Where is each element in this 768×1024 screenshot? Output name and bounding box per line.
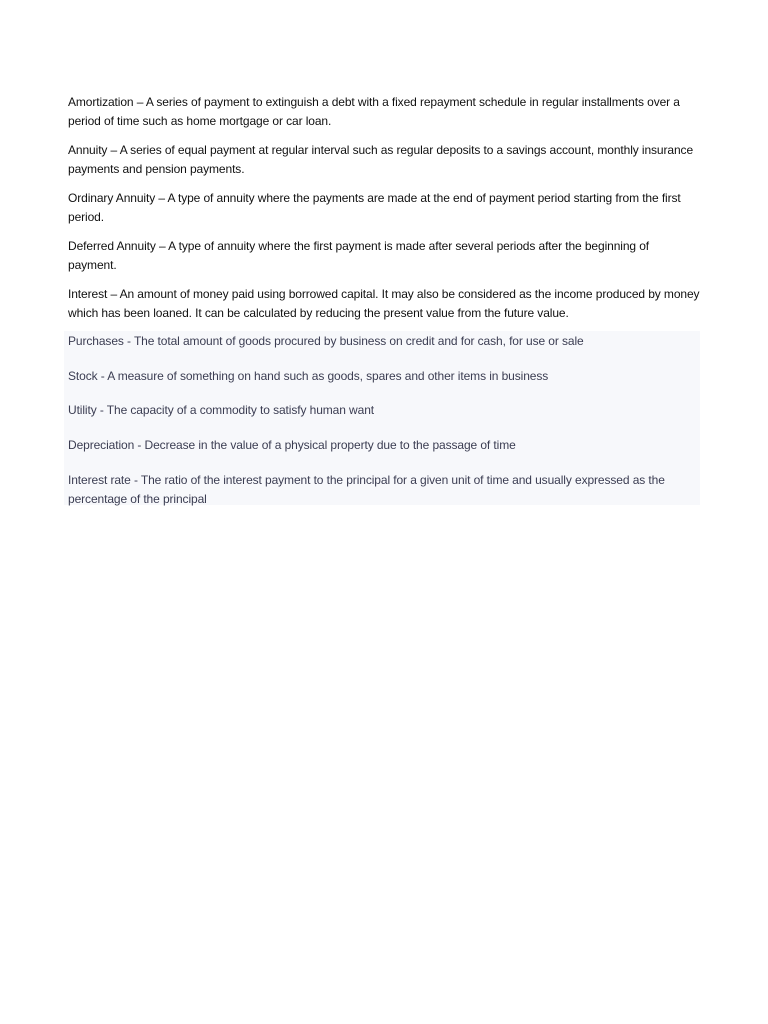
utility-definition: Utility - The capacity of a commodity to satisfy human want [68,403,375,417]
finance-terms-section [68,93,700,333]
stock-definition: Stock - A measure of something on hand such as goods, spares and other items in business [68,369,549,383]
interest-rate-definition: Interest rate - The ratio of the interest payment to the principal for a given unit of time and usually expressed as the percentage of the principal [68,473,665,506]
interest-definition: Interest – An amount of money paid using borrowed capital. It may also be considered as the income produced by money which has been loaned. It can be calculated by reducing the present value from the future value. [68,287,700,320]
purchases-definition: Purchases - The total amount of goods procured by business on credit and for cash, for use or sale [68,334,584,348]
annuity-definition: Annuity – A series of equal payment at regular interval such as regular deposits to a savings account, monthly insurance payments and pension payments. [68,143,694,176]
depreciation-definition: Depreciation - Decrease in the value of a physical property due to the passage of time [68,438,516,452]
deferred-annuity-definition: Deferred Annuity – A type of annuity where the first payment is made after several periods after the beginning of payment. [68,239,650,272]
amortization-definition: Amortization – A series of payment to extinguish a debt with a fixed repayment schedule in regular installments over a period of time such as home mortgage or car loan. [68,95,680,128]
business-terms-section [64,331,700,505]
ordinary-annuity-definition: Ordinary Annuity – A type of annuity where the payments are made at the end of payment period starting from the first period. [68,191,681,224]
